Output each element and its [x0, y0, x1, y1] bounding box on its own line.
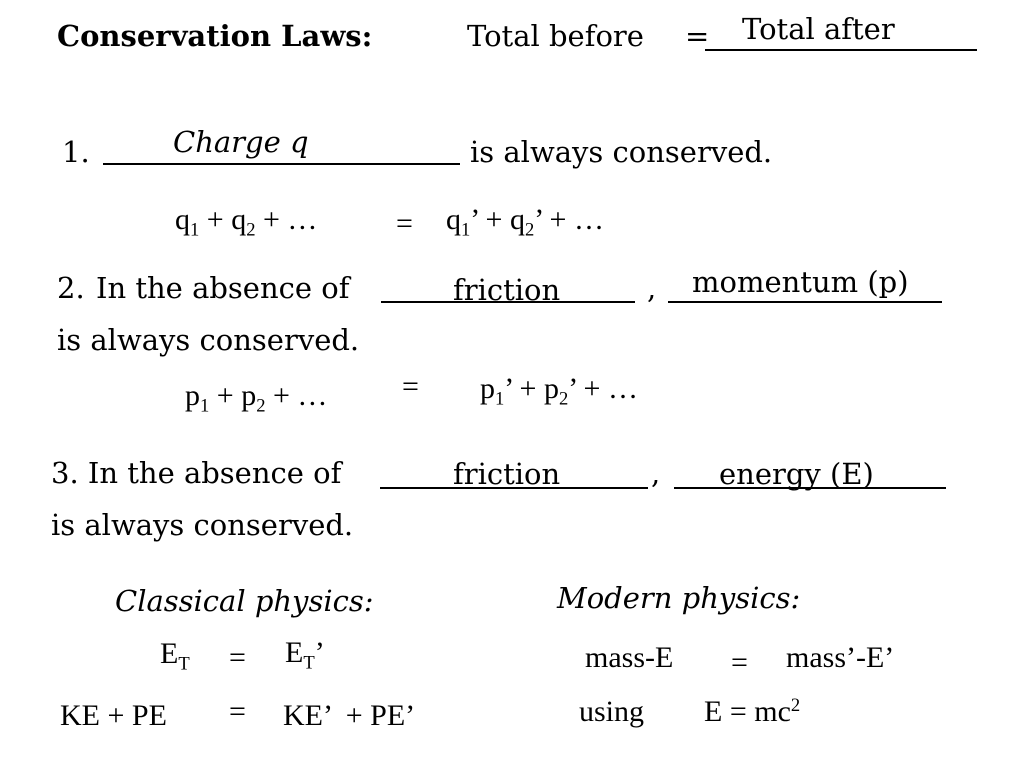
law3-prefix: 3. In the absence of — [51, 456, 342, 490]
law1-blank-line — [103, 163, 460, 165]
law2-blank2-line — [668, 301, 942, 303]
modern-using: using — [579, 695, 645, 728]
law3-blank1-line — [380, 487, 648, 489]
modern-heading: Modern physics: — [557, 581, 801, 615]
modern-eq1-left: mass-E — [585, 641, 674, 674]
law2-answer1: friction — [453, 273, 561, 307]
classical-heading: Classical physics: — [115, 584, 374, 618]
modern-eq1-sign: = — [731, 646, 748, 679]
classical-eq2-left: KE + PE — [60, 699, 167, 732]
classical-eq2-sign: = — [229, 695, 246, 728]
law2-number: 2. — [57, 271, 85, 305]
header-answer: Total after — [742, 12, 895, 46]
header-blank-line — [705, 49, 977, 51]
classical-eq1-left: $E_T$ — [160, 637, 190, 675]
law1-answer: Charge q — [173, 125, 309, 159]
classical-eq1-sign: = — [229, 641, 246, 674]
law3-answer1: friction — [453, 457, 561, 491]
modern-eq1-right: mass’-E’ — [786, 641, 895, 674]
law2-equation-left: $p_1 + p_2$ + … — [185, 379, 328, 417]
law2-blank1-line — [381, 301, 635, 303]
law2-comma: , — [647, 271, 657, 305]
law1-equation-sign: = — [396, 207, 413, 240]
law3-comma: , — [651, 456, 661, 490]
header-lhs: Total before — [467, 19, 644, 53]
law3-blank2-line — [674, 487, 946, 489]
header-equals: = — [685, 19, 710, 53]
law1-text: is always conserved. — [470, 135, 773, 169]
law3-line2: is always conserved. — [51, 508, 354, 542]
classical-eq2-right: KE’ + PE’ — [283, 699, 416, 732]
modern-formula: $E = mc^2$ — [704, 694, 801, 728]
law3-answer2: energy (E) — [719, 457, 874, 491]
law2-prefix: In the absence of — [96, 271, 350, 305]
law2-answer2: momentum (p) — [692, 265, 909, 299]
law2-line2: is always conserved. — [57, 323, 360, 357]
page-title: Conservation Laws: — [57, 19, 373, 53]
classical-eq1-right: $E_T$’ — [285, 636, 325, 674]
law1-equation-left: $q_1 + q_2$ + … — [175, 203, 318, 241]
law2-equation-right: $p_1$’ + $p_2$’ + … — [480, 372, 638, 410]
law1-number: 1. — [62, 135, 90, 169]
law1-equation-right: $q_1$’ + $q_2$’ + … — [446, 203, 604, 241]
law2-equation-sign: = — [402, 370, 419, 403]
